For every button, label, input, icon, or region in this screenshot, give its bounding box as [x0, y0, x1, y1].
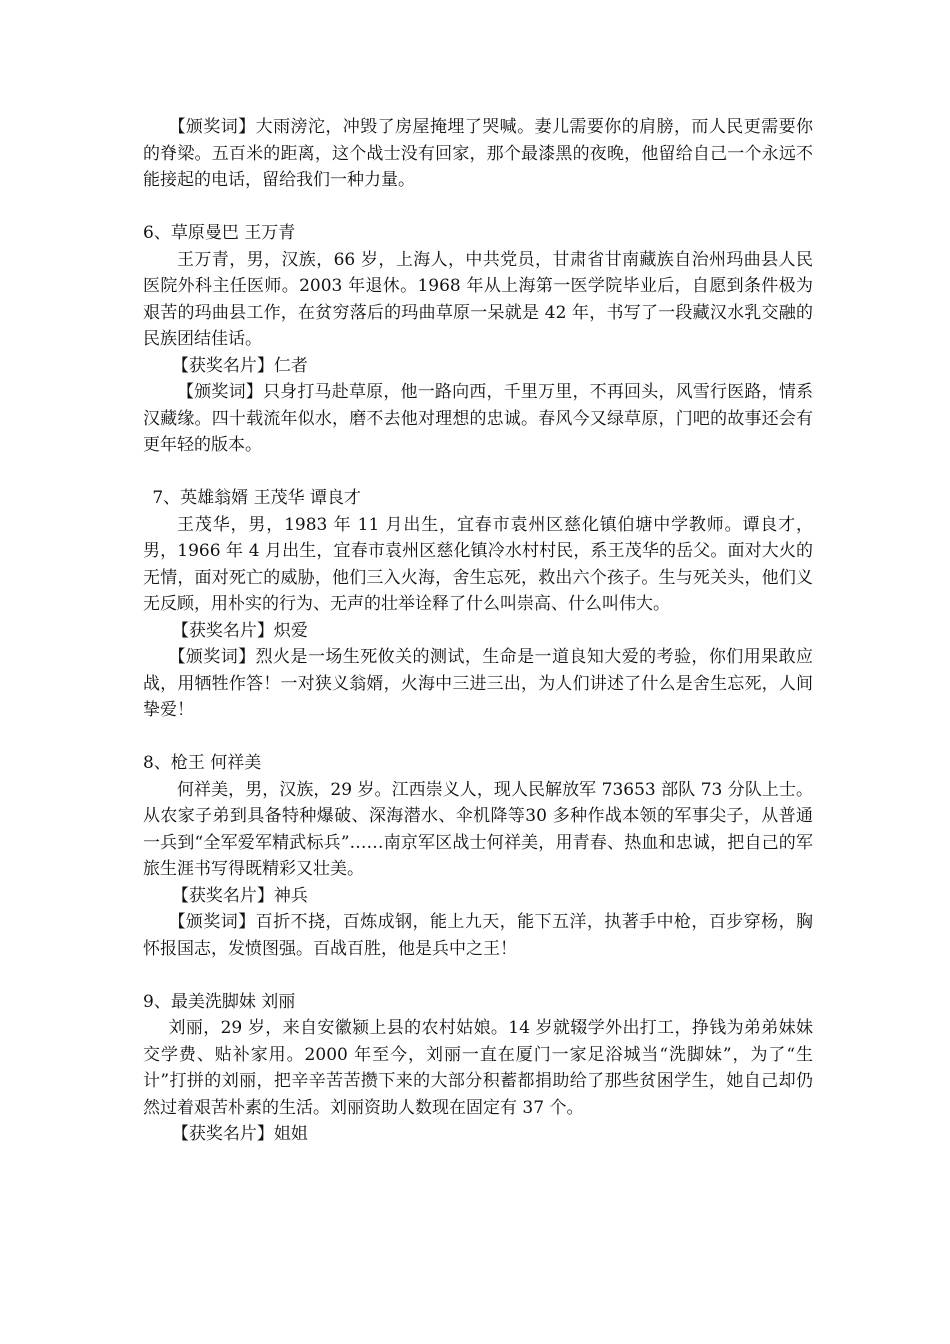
section9-bio: 刘丽，29 岁，来自安徽颍上县的农村姑娘。14 岁就辍学外出打工，挣钱为弟弟妹妹交学费、贴补家用。2000 年至今，刘丽一直在厦门一家足浴城当“洗脚妹”，为了“生计”打拼的刘丽，把辛辛苦苦攒下来的大部分积蓄都捐助给了那些贫困学生，她自己却仍然过着艰苦朴素的生活。刘丽资助人数现在固定有 37 个。: [143, 1018, 813, 1118]
section7-award-words: 【颁奖词】烈火是一场生死攸关的测试，生命是一道良知大爱的考验，你们用果敢应战，用牺牲作答！一对狭义翁婿，火海中三进三出，为人们讲述了什么是舍生忘死，人间挚爱！: [143, 647, 813, 720]
document-page: [143, 114, 813, 1148]
section6-award-words: 【颁奖词】只身打马赴草原，他一路向西，千里万里，不再回头，风雪行医路，情系汉藏缘。四十载流年似水，磨不去他对理想的忠诚。春风今又绿草原，门吧的故事还会有更年轻的版本。: [143, 382, 813, 455]
section8-heading: 8、枪王 何祥美: [143, 753, 262, 773]
section9-award-card: 【获奖名片】姐姐: [171, 1124, 308, 1144]
section8-award-card: 【获奖名片】神兵: [171, 885, 308, 906]
section9-heading: 9、最美洗脚妹 刘丽: [143, 991, 296, 1012]
section7-bio: 王茂华，男，1983 年 11 月出生，宜春市袁州区慈化镇伯塘中学教师。谭良才，男，1966 年 4 月出生，宜春市袁州区慈化镇冷水村村民，系王茂华的岳父。面对大火的无情，面对死亡的威胁，他们三入火海，舍生忘死，救出六个孩子。生与死关头，他们义无反顾，用朴实的行为、无声的壮举诠释了什么叫崇高、什么叫伟大。: [143, 514, 813, 614]
section6-bio: 王万青，男，汉族，66 岁，上海人，中共党员，甘肃省甘南藏族自治州玛曲县人民医院外科主任医师。2003 年退休。1968 年从上海第一医学院毕业后，自愿到条件极为艰苦的玛曲县工作，在贫穷落后的玛曲草原一呆就是 42 年，书写了一段藏汉水乳交融的民族团结佳话。: [143, 249, 813, 349]
section6-heading: 6、草原曼巴 王万青: [143, 223, 296, 243]
section7-award-card: 【获奖名片】炽爱: [171, 620, 308, 641]
section7-heading: 7、英雄翁婿 王茂华 谭良才: [152, 488, 361, 508]
section8-award-words: 【颁奖词】百折不挠，百炼成钢，能上九天，能下五洋，执著手中枪，百步穿杨，胸怀报国志，发愤图强。百战百胜，他是兵中之王！: [143, 912, 813, 959]
section8-bio: 何祥美，男，汉族，29 岁。江西崇义人，现人民解放军 73653 部队 73 分队上士。从农家子弟到具备特种爆破、深海潜水、伞机降等30 多种作战本领的军事尖子，从普通一兵到“全军爱军精武标兵”……南京军区战士何祥美，用青春、热血和忠诚，把自己的军旅生涯书写得既精彩又壮美。: [143, 779, 813, 879]
section5-award-words: 【颁奖词】大雨滂沱，冲毁了房屋掩埋了哭喊。妻儿需要你的肩膀，而人民更需要你的脊梁。五百米的距离，这个战士没有回家，那个最漆黑的夜晚，他留给自己一个永远不能接起的电话，留给我们一种力量。: [143, 117, 813, 190]
section6-award-card: 【获奖名片】仁者: [171, 355, 308, 376]
